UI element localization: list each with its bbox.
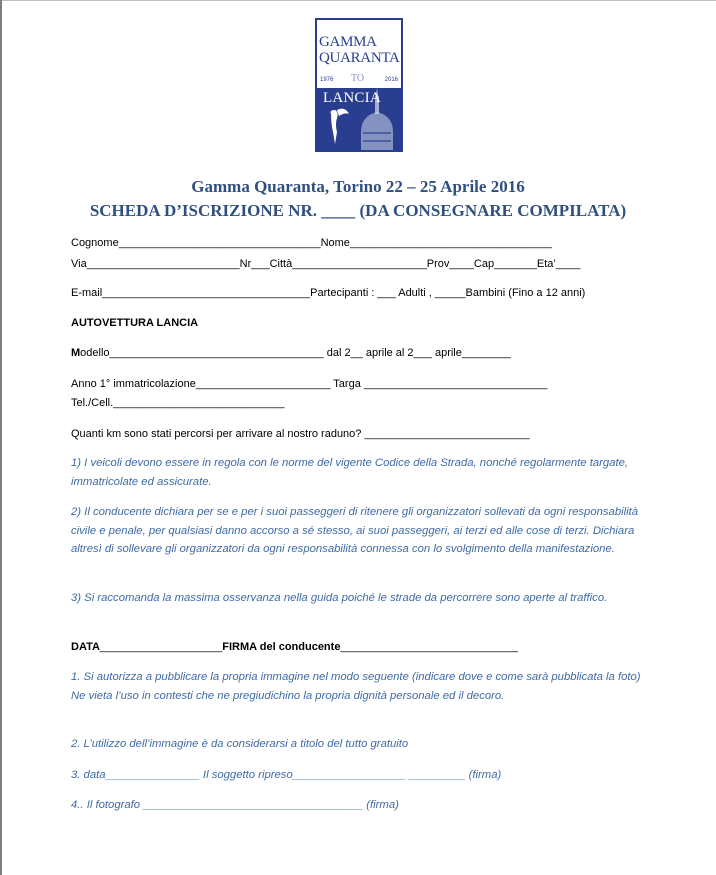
- firma-label: FIRMA del conducente: [222, 641, 341, 653]
- logo-line-gamma: GAMMA: [319, 34, 377, 50]
- gamma-quaranta-logo: [315, 18, 403, 152]
- clause-3: 3) Si raccomanda la massima osservanza nella guida poiché le strade da percorrere sono aperte al traffico.: [71, 592, 608, 604]
- logo-line-quaranta: QUARANTA: [319, 50, 400, 66]
- data-blank: ____________________: [99, 641, 223, 653]
- photo-clause-3-data-firma[interactable]: 3. data_______________ Il soggetto ripreso__________________ _________ (firma): [71, 769, 502, 781]
- section-heading-autovettura: AUTOVETTURA LANCIA: [71, 317, 199, 329]
- form-line-anno-targa[interactable]: Anno 1° immatricolazione______________________ Targa ______________________________: [71, 378, 548, 390]
- photo-clause-1: 1. Si autorizza a pubblicare la propria immagine nel modo seguente (indicare dove e come sarà pubblicata la foto) Ne vieta l’uso in contesti che ne pregiudichino la propria dignità personale ed il decoro.: [71, 671, 641, 702]
- firma-blank: _____________________________: [340, 641, 518, 653]
- form-line-data-firma[interactable]: [71, 641, 518, 653]
- data-label: DATA: [71, 641, 100, 653]
- document-subtitle: SCHEDA D’ISCRIZIONE NR. ____ (DA CONSEGNARE COMPILATA): [89, 201, 627, 220]
- form-line-indirizzo[interactable]: Via_________________________Nr___Città______________________Prov____Cap_______Eta’____: [71, 258, 581, 270]
- logo-blue-panel: [317, 88, 401, 150]
- form-line-km[interactable]: Quanti km sono stati percorsi per arrivare al nostro raduno? ___________________________: [71, 428, 530, 440]
- form-line-cognome-nome[interactable]: Cognome_________________________________Nome_________________________________: [71, 237, 552, 249]
- document-title: Gamma Quaranta, Torino 22 – 25 Aprile 2016: [191, 177, 525, 196]
- clause-2: 2) Il conducente dichiara per se e per i suoi passeggeri di ritenere gli organizzatori sollevati da ogni responsabilità civile e penale, per qualsiasi danno accorso a sé stesso, ai suoi passeggeri, ai terzi ed alle cose di terzi. Dichiara altresì di sollevare gli organizzatori da ogni responsabilità connessa con lo svolgimento della manifestazione.: [71, 506, 639, 555]
- logo-to: TO: [351, 73, 365, 84]
- modello-text: odello___________________________________ dal 2__ aprile al 2___ aprile________: [80, 347, 511, 359]
- logo-year-start: 1976: [320, 77, 334, 83]
- form-line-telefono[interactable]: Tel./Cell.____________________________: [71, 397, 285, 409]
- clause-1: 1) I veicoli devono essere in regola con le norme del vigente Codice della Strada, nonché regolarmente targate, immatricolate ed assicurate.: [71, 457, 629, 488]
- window-left-edge: [0, 0, 2, 875]
- window-top-edge: [0, 0, 716, 1]
- form-line-modello[interactable]: [71, 347, 511, 359]
- photo-clause-4-fotografo[interactable]: 4.. Il fotografo ___________________________________ (firma): [71, 799, 399, 811]
- modello-initial: M: [71, 347, 81, 359]
- logo-year-end: 2016: [384, 77, 398, 83]
- photo-clause-2: 2. L’utilizzo dell’immagine è da considerarsi a titolo del tutto gratuito: [71, 738, 409, 750]
- form-line-email-partecipanti[interactable]: E-mail__________________________________Partecipanti : ___ Adulti , _____Bambini (Fino a 12 anni): [71, 287, 586, 299]
- logo-brand-lancia: LANCIA: [323, 90, 381, 106]
- logo-years: [320, 73, 398, 86]
